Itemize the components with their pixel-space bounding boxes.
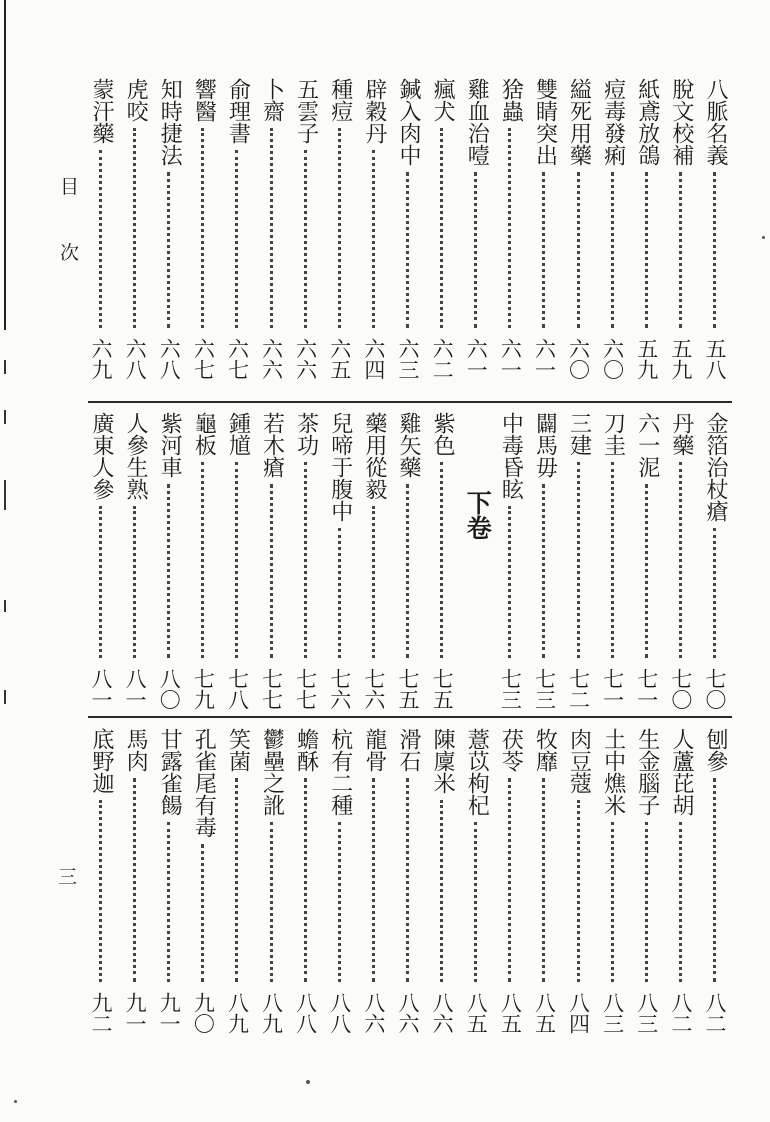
toc-entry-page: 七〇 xyxy=(703,668,727,710)
toc-entry-page: 七七 xyxy=(259,668,284,710)
toc-entry xyxy=(90,412,116,710)
toc-entry xyxy=(499,412,525,710)
toc-entry-title: 薏苡枸杞 xyxy=(464,728,490,816)
toc-entry-page: 六七 xyxy=(191,338,216,380)
leader-dots xyxy=(577,800,580,982)
toc-entry-title: 紫河車 xyxy=(157,412,183,478)
leader-dots xyxy=(372,506,375,658)
toc-entry-page: 六七 xyxy=(225,338,250,380)
toc-entry-title: 虎咬 xyxy=(123,78,149,122)
toc-entry-page: 六四 xyxy=(361,338,386,380)
toc-entry-page: 七〇 xyxy=(668,668,693,710)
leader-dots xyxy=(713,528,716,658)
toc-entry-title: 藥用從毅 xyxy=(361,412,387,500)
toc-entry xyxy=(295,728,321,1034)
toc-entry xyxy=(397,412,423,710)
toc-entry-page: 六〇 xyxy=(566,338,591,380)
leader-dots xyxy=(201,462,204,658)
toc-entry xyxy=(568,728,594,1034)
toc-entry-title: 刨參 xyxy=(703,728,728,772)
toc-entry-page: 八一 xyxy=(89,668,113,710)
leader-dots xyxy=(713,172,716,328)
toc-entry-page: 六一 xyxy=(498,338,523,380)
toc-entry-page: 六六 xyxy=(293,338,318,380)
leader-dots xyxy=(235,778,238,982)
toc-entry-title: 底野迦 xyxy=(89,728,114,794)
toc-entry xyxy=(602,412,628,710)
leader-dots xyxy=(713,778,716,982)
leader-dots xyxy=(542,484,545,658)
leader-dots xyxy=(304,462,307,658)
toc-entry xyxy=(431,412,457,710)
toc-entry xyxy=(329,78,355,380)
leader-dots xyxy=(372,150,375,328)
toc-entry-page: 九一 xyxy=(157,992,182,1034)
toc-entry-title: 脫文校補 xyxy=(668,78,694,166)
toc-entry xyxy=(261,728,287,1034)
toc-entry xyxy=(295,78,321,380)
toc-entry xyxy=(363,412,389,710)
toc-entry-page: 七六 xyxy=(361,668,386,710)
margin-title: 次 xyxy=(60,242,82,264)
toc-entry-title: 猞蟲 xyxy=(498,78,524,122)
toc-entry xyxy=(226,412,252,710)
leader-dots xyxy=(474,822,477,982)
toc-entry-title: 孔雀尾有毒 xyxy=(191,728,217,838)
toc-entry xyxy=(192,412,218,710)
leader-dots xyxy=(99,800,102,982)
speck xyxy=(762,236,765,239)
toc-entry xyxy=(704,78,730,380)
toc-entry-page: 七二 xyxy=(566,668,591,710)
leader-dots xyxy=(679,462,682,658)
toc-entry-page: 八一 xyxy=(123,668,148,710)
toc-entry-title: 六一泥 xyxy=(634,412,660,478)
section-heading-text: 下卷 xyxy=(463,490,493,540)
toc-entry xyxy=(90,78,116,380)
toc-entry-page: 七五 xyxy=(430,668,455,710)
toc-entry-title: 響醫 xyxy=(191,78,217,122)
leader-dots xyxy=(440,128,443,328)
binding-tick xyxy=(4,360,6,374)
toc-entry-title: 雞矢藥 xyxy=(396,412,421,478)
toc-entry-page: 八五 xyxy=(532,992,557,1034)
toc-entry-page: 六〇 xyxy=(600,338,625,380)
toc-entry xyxy=(158,78,184,380)
toc-entry-page: 七三 xyxy=(498,668,523,710)
toc-entry xyxy=(226,78,252,380)
leader-dots xyxy=(133,506,136,658)
toc-entry-page: 九〇 xyxy=(191,992,216,1034)
leader-dots xyxy=(372,778,375,982)
toc-entry-page: 八六 xyxy=(361,992,386,1034)
leader-dots xyxy=(542,778,545,982)
toc-entry xyxy=(499,78,525,380)
toc-entry xyxy=(465,78,491,380)
leader-dots xyxy=(406,778,409,982)
toc-entry-title: 雙睛突出 xyxy=(532,78,558,166)
toc-entry xyxy=(602,728,628,1034)
toc-entry-page: 九二 xyxy=(89,992,113,1034)
leader-dots xyxy=(611,172,614,328)
binding-line xyxy=(4,0,6,330)
binding-tick xyxy=(4,690,6,704)
toc-entry-title: 牧靡 xyxy=(532,728,558,772)
toc-entry-title: 紫色 xyxy=(430,412,456,456)
leader-dots xyxy=(167,172,170,328)
toc-entry xyxy=(636,78,662,380)
toc-entry-page: 六一 xyxy=(464,338,489,380)
toc-entry xyxy=(226,728,252,1034)
leader-dots xyxy=(542,172,545,328)
toc-entry-page: 六二 xyxy=(430,338,455,380)
toc-entry xyxy=(124,412,150,710)
toc-entry xyxy=(363,728,389,1034)
toc-entry xyxy=(704,412,730,710)
toc-entry xyxy=(124,78,150,380)
toc-entry-page: 八二 xyxy=(703,992,727,1034)
toc-entry-title: 若木瘡 xyxy=(259,412,285,478)
toc-entry-title: 五雲子 xyxy=(293,78,319,144)
toc-entry xyxy=(431,728,457,1034)
toc-entry-page: 八六 xyxy=(430,992,455,1034)
leader-dots xyxy=(167,484,170,658)
toc-entry-title: 金箔治杖瘡 xyxy=(703,412,728,522)
toc-entry xyxy=(124,728,150,1034)
toc-entry-page: 七一 xyxy=(600,668,625,710)
toc-entry-title: 廣東人參 xyxy=(89,412,114,500)
leader-dots xyxy=(508,506,511,658)
toc-entry-page: 六一 xyxy=(532,338,557,380)
toc-entry xyxy=(670,78,696,380)
toc-entry xyxy=(90,728,116,1034)
binding-tick xyxy=(4,600,6,612)
toc-entry-page: 六八 xyxy=(157,338,182,380)
toc-entry-page: 八八 xyxy=(327,992,352,1034)
leader-dots xyxy=(679,172,682,328)
leader-dots xyxy=(440,462,443,658)
toc-entry xyxy=(636,412,662,710)
toc-entry-page: 八三 xyxy=(634,992,659,1034)
toc-entry-page: 七八 xyxy=(225,668,250,710)
toc-entry-title: 闢馬毋 xyxy=(532,412,558,478)
toc-band-lower xyxy=(90,728,730,1034)
toc-entry xyxy=(363,78,389,380)
toc-entry-title: 辟穀丹 xyxy=(361,78,387,144)
toc-entry-page: 六九 xyxy=(89,338,113,380)
toc-entry-page: 六八 xyxy=(123,338,148,380)
toc-entry xyxy=(192,728,218,1034)
toc-entry-page: 六五 xyxy=(327,338,352,380)
toc-entry-title: 中毒昏眩 xyxy=(498,412,524,500)
leader-dots xyxy=(270,484,273,658)
toc-entry-title: 茶功 xyxy=(293,412,319,456)
toc-entry-title: 知時捷法 xyxy=(157,78,183,166)
toc-entry-page: 七五 xyxy=(396,668,420,710)
toc-entry xyxy=(602,78,628,380)
toc-entry xyxy=(533,78,559,380)
toc-entry-title: 紙鳶放鴿 xyxy=(634,78,660,166)
leader-dots xyxy=(338,128,341,328)
leader-dots xyxy=(611,462,614,658)
toc-entry xyxy=(465,728,491,1034)
toc-entry-page: 八四 xyxy=(566,992,591,1034)
toc-entry-title: 滑石 xyxy=(396,728,421,772)
margin-title: 目 xyxy=(60,176,82,198)
toc-entry-page: 八九 xyxy=(259,992,284,1034)
toc-entry-title: 龜板 xyxy=(191,412,217,456)
toc-entry-title: 蒙汗藥 xyxy=(89,78,114,144)
toc-entry-title: 兒啼于腹中 xyxy=(327,412,353,522)
toc-entry xyxy=(533,728,559,1034)
leader-dots xyxy=(133,778,136,982)
toc-entry xyxy=(158,728,184,1034)
toc-entry-title: 丹藥 xyxy=(668,412,694,456)
speck xyxy=(306,1080,310,1084)
toc-entry-page: 五八 xyxy=(703,338,727,380)
toc-entry xyxy=(670,728,696,1034)
toc-entry-page: 八九 xyxy=(225,992,250,1034)
toc-entry-title: 八脈名義 xyxy=(703,78,728,166)
leader-dots xyxy=(508,128,511,328)
toc-entry-page: 八〇 xyxy=(157,668,182,710)
toc-entry-title: 鍼入肉中 xyxy=(396,78,421,166)
leader-dots xyxy=(611,822,614,982)
toc-band-upper xyxy=(90,78,730,380)
leader-dots xyxy=(235,462,238,658)
toc-entry-title: 鍾馗 xyxy=(225,412,251,456)
toc-entry-page: 六三 xyxy=(396,338,420,380)
toc-entry-page: 七一 xyxy=(634,668,659,710)
speck xyxy=(14,1100,17,1103)
leader-dots xyxy=(474,172,477,328)
toc-entry-page: 七七 xyxy=(293,668,318,710)
toc-entry-title: 縊死用藥 xyxy=(566,78,592,166)
leader-dots xyxy=(304,150,307,328)
toc-entry-title: 陳廩米 xyxy=(430,728,456,794)
toc-entry-page: 五九 xyxy=(634,338,659,380)
toc-entry-title: 人參生熟 xyxy=(123,412,149,500)
toc-entry-title: 笑菌 xyxy=(225,728,251,772)
toc-entry-title: 雞血治噎 xyxy=(464,78,490,166)
leader-dots xyxy=(679,822,682,982)
toc-entry-page: 七三 xyxy=(532,668,557,710)
leader-dots xyxy=(270,128,273,328)
toc-entry xyxy=(397,728,423,1034)
page-number: 三 xyxy=(58,866,80,888)
toc-entry-title: 俞理書 xyxy=(225,78,251,144)
toc-entry-page: 七九 xyxy=(191,668,216,710)
toc-entry xyxy=(670,412,696,710)
toc-entry-page: 六六 xyxy=(259,338,284,380)
toc-entry-title: 肉豆蔻 xyxy=(566,728,592,794)
toc-entry-title: 馬肉 xyxy=(123,728,149,772)
toc-entry-page: 八五 xyxy=(498,992,523,1034)
leader-dots xyxy=(338,822,341,982)
leader-dots xyxy=(577,172,580,328)
leader-dots xyxy=(270,822,273,982)
binding-tick xyxy=(4,410,6,424)
toc-entry-page: 八二 xyxy=(668,992,693,1034)
leader-dots xyxy=(133,128,136,328)
leader-dots xyxy=(577,462,580,658)
toc-entry xyxy=(192,78,218,380)
leader-dots xyxy=(304,778,307,982)
leader-dots xyxy=(201,128,204,328)
toc-entry-title: 茯苓 xyxy=(498,728,524,772)
leader-dots xyxy=(645,822,648,982)
toc-entry-page: 八八 xyxy=(293,992,318,1034)
leader-dots xyxy=(645,172,648,328)
toc-entry-page: 九一 xyxy=(123,992,148,1034)
leader-dots xyxy=(406,484,409,658)
toc-entry-title: 痘毒發痢 xyxy=(600,78,626,166)
toc-entry-title: 生金腦子 xyxy=(634,728,660,816)
leader-dots xyxy=(167,822,170,982)
toc-entry-title: 甘露雀餳 xyxy=(157,728,183,816)
toc-entry xyxy=(568,412,594,710)
toc-entry-title: 人蘆芘胡 xyxy=(668,728,694,816)
toc-entry-page: 八六 xyxy=(396,992,420,1034)
toc-entry-title: 種痘 xyxy=(327,78,353,122)
toc-entry xyxy=(329,728,355,1034)
toc-entry xyxy=(431,78,457,380)
toc-entry-title: 蟾酥 xyxy=(293,728,319,772)
leader-dots xyxy=(406,172,409,328)
toc-entry-title: 杭有二種 xyxy=(327,728,353,816)
toc-entry xyxy=(261,78,287,380)
toc-entry-page: 八三 xyxy=(600,992,625,1034)
leader-dots xyxy=(235,150,238,328)
toc-entry xyxy=(295,412,321,710)
toc-band-middle xyxy=(90,412,730,710)
leader-dots xyxy=(440,800,443,982)
toc-entry xyxy=(568,78,594,380)
toc-entry-page: 五九 xyxy=(668,338,693,380)
toc-entry-title: 鬱壘之訛 xyxy=(259,728,285,816)
band-rule xyxy=(88,401,732,403)
toc-entry xyxy=(533,412,559,710)
toc-entry xyxy=(636,728,662,1034)
section-heading xyxy=(465,412,491,710)
toc-entry xyxy=(704,728,730,1034)
leader-dots xyxy=(338,528,341,658)
toc-entry-page: 七六 xyxy=(327,668,352,710)
toc-entry-title: 瘋犬 xyxy=(430,78,456,122)
leader-dots xyxy=(99,150,102,328)
leader-dots xyxy=(99,506,102,658)
toc-entry xyxy=(397,78,423,380)
toc-entry xyxy=(261,412,287,710)
leader-dots xyxy=(508,778,511,982)
leader-dots xyxy=(645,484,648,658)
toc-entry-title: 土中燋米 xyxy=(600,728,626,816)
toc-entry-title: 三建 xyxy=(566,412,592,456)
toc-entry-title: 龍骨 xyxy=(361,728,387,772)
binding-tick xyxy=(4,480,6,510)
toc-entry-page: 八五 xyxy=(464,992,489,1034)
leader-dots xyxy=(201,844,204,982)
toc-entry-title: 刀圭 xyxy=(600,412,626,456)
toc-entry xyxy=(158,412,184,710)
toc-entry xyxy=(499,728,525,1034)
band-rule xyxy=(88,716,732,718)
toc-entry-title: 卜齋 xyxy=(259,78,285,122)
toc-entry xyxy=(329,412,355,710)
